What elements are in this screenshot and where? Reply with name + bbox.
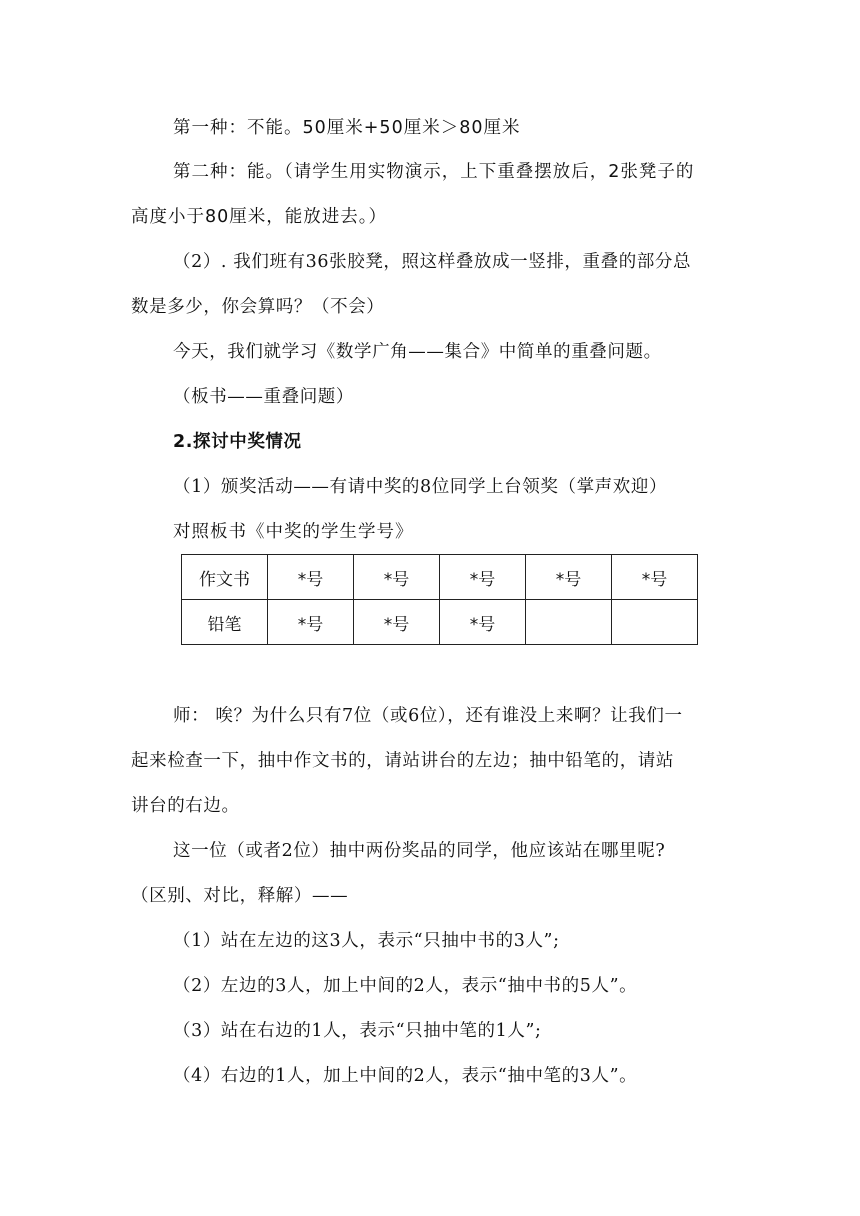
paragraph-line-2: 第二种：能。（请学生用实物演示，上下重叠摆放后，2张凳子的	[173, 162, 695, 182]
paragraph-line-1: 第一种：不能。50厘米+50厘米＞80厘米	[173, 118, 521, 138]
table-cell: *号	[354, 600, 440, 645]
table-cell: *号	[526, 555, 612, 600]
table-cell	[526, 600, 612, 645]
paragraph-line-7: （板书——重叠问题）	[173, 387, 354, 407]
row-label: 作文书	[182, 555, 268, 600]
paragraph-line-9: （1）颁奖活动——有请中奖的8位同学上台领奖（掌声欢迎）	[173, 477, 668, 497]
table-cell: *号	[268, 555, 354, 600]
table-cell	[612, 600, 698, 645]
list-item-4: （4）右边的1人，加上中间的2人，表示“抽中笔的3人”。	[173, 1066, 638, 1086]
table-cell: *号	[440, 600, 526, 645]
paragraph-line-11: 师： 唉？为什么只有7位（或6位），还有谁没上来啊？让我们一	[173, 706, 683, 726]
winner-number-table	[181, 554, 698, 645]
list-item-3: （3）站在右边的1人，表示“只抽中笔的1人”;	[173, 1021, 542, 1041]
list-item-1: （1）站在左边的这3人，表示“只抽中书的3人”;	[173, 931, 560, 951]
table-cell: *号	[612, 555, 698, 600]
paragraph-line-13: 讲台的右边。	[131, 796, 240, 816]
table-caption: 对照板书《中奖的学生学号》	[173, 522, 414, 542]
paragraph-line-14: 这一位（或者2位）抽中两份奖品的同学，他应该站在哪里呢?	[173, 841, 666, 861]
paragraph-line-15: （区别、对比，释解）——	[131, 886, 349, 906]
paragraph-line-12: 起来检查一下，抽中作文书的，请站讲台的左边；抽中铅笔的，请站	[131, 751, 674, 771]
list-item-2: （2）左边的3人，加上中间的2人，表示“抽中书的5人”。	[173, 976, 638, 996]
paragraph-line-5: 数是多少，你会算吗？（不会）	[131, 297, 385, 317]
table-cell: *号	[440, 555, 526, 600]
section-heading: 2.探讨中奖情况	[173, 432, 302, 452]
paragraph-line-6: 今天，我们就学习《数学广角——集合》中简单的重叠问题。	[173, 342, 662, 362]
paragraph-line-4: （2）. 我们班有36张胶凳，照这样叠放成一竖排，重叠的部分总	[173, 252, 692, 272]
table-row	[182, 600, 698, 645]
paragraph-line-3: 高度小于80厘米，能放进去。）	[131, 207, 388, 227]
table-row	[182, 555, 698, 600]
table-cell: *号	[354, 555, 440, 600]
row-label: 铅笔	[182, 600, 268, 645]
table-cell: *号	[268, 600, 354, 645]
